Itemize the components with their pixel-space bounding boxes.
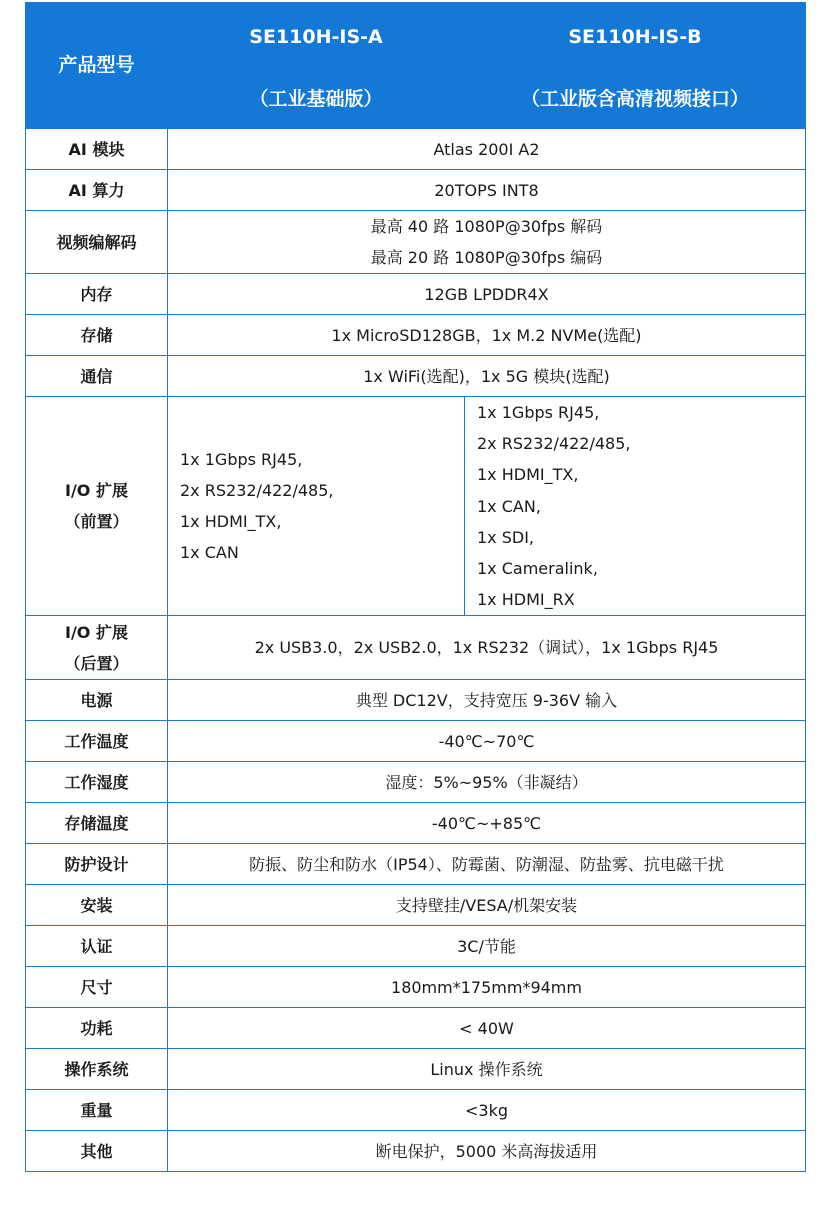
- row-label: 功耗: [26, 1008, 168, 1049]
- io-item: 2x RS232/422/485,: [477, 434, 631, 454]
- row-label: 尺寸: [26, 967, 168, 1008]
- row-value: [168, 211, 806, 274]
- row-label: 认证: [26, 926, 168, 967]
- spec-row: [26, 680, 806, 721]
- io-item: 1x CAN,: [477, 496, 541, 516]
- row-value: 典型 DC12V，支持宽压 9-36V 输入: [168, 680, 806, 721]
- row-label: 通信: [26, 356, 168, 397]
- io-item: 1x Cameralink,: [477, 559, 598, 579]
- row-label-line: I/O 扩展: [65, 622, 128, 642]
- row-label-line: I/O 扩展: [65, 481, 128, 501]
- io-item: 1x HDMI_TX,: [180, 512, 282, 532]
- row-value: 防振、防尘和防水（IP54）、防霉菌、防潮湿、防盐雾、抗电磁干扰: [168, 844, 806, 885]
- spec-table: [25, 2, 806, 1172]
- row-label: AI 模块: [26, 129, 168, 170]
- row-label-line: （后置）: [64, 653, 129, 673]
- row-value: 1x WiFi(选配)，1x 5G 模块(选配): [168, 356, 806, 397]
- row-value: 支持壁挂/VESA/机架安装: [168, 885, 806, 926]
- row-value: -40℃~70℃: [168, 721, 806, 762]
- row-label: 存储温度: [26, 803, 168, 844]
- row-value-line: 最高 40 路 1080P@30fps 解码: [370, 217, 603, 236]
- spec-row: [26, 170, 806, 211]
- row-value-line: 最高 20 路 1080P@30fps 编码: [370, 248, 603, 267]
- row-label: 安装: [26, 885, 168, 926]
- spec-row: [26, 315, 806, 356]
- model-a-header: [168, 3, 465, 129]
- row-label: [26, 616, 168, 680]
- row-label: 视频编解码: [26, 211, 168, 274]
- io-item: 1x 1Gbps RJ45,: [180, 449, 303, 469]
- io-item: 1x SDI,: [477, 527, 535, 547]
- row-value: -40℃~+85℃: [168, 803, 806, 844]
- row-value: Linux 操作系统: [168, 1049, 806, 1090]
- row-value: 20TOPS INT8: [168, 170, 806, 211]
- row-label: 操作系统: [26, 1049, 168, 1090]
- io-front-model-b: [465, 397, 806, 616]
- spec-row: [26, 356, 806, 397]
- io-item: 1x HDMI_RX: [477, 590, 575, 610]
- row-label: 防护设计: [26, 844, 168, 885]
- io-item: 1x 1Gbps RJ45,: [477, 403, 600, 422]
- model-b-edition: （工业版含高清视频接口）: [520, 88, 749, 110]
- model-b-name: SE110H-IS-B: [568, 26, 702, 48]
- row-value: 湿度：5%~95%（非凝结）: [168, 762, 806, 803]
- io-front-model-a: [168, 397, 465, 616]
- spec-row: [26, 803, 806, 844]
- io-front-row: [26, 397, 806, 616]
- row-value: <3kg: [168, 1090, 806, 1131]
- spec-row: [26, 967, 806, 1008]
- spec-row: [26, 1008, 806, 1049]
- row-label: 内存: [26, 274, 168, 315]
- model-b-header: [465, 3, 806, 129]
- row-value: 180mm*175mm*94mm: [168, 967, 806, 1008]
- io-rear-row: [26, 616, 806, 680]
- spec-row: [26, 721, 806, 762]
- spec-row: [26, 211, 806, 274]
- row-value: < 40W: [168, 1008, 806, 1049]
- row-label-line: （前置）: [64, 512, 129, 532]
- row-label: 电源: [26, 680, 168, 721]
- spec-row: [26, 762, 806, 803]
- row-label: [26, 397, 168, 616]
- row-value: 1x MicroSD128GB，1x M.2 NVMe(选配): [168, 315, 806, 356]
- spec-row: [26, 274, 806, 315]
- row-label: 工作湿度: [26, 762, 168, 803]
- row-label: 工作温度: [26, 721, 168, 762]
- header-row: [26, 3, 806, 129]
- row-value: 2x USB3.0，2x USB2.0，1x RS232（调试），1x 1Gbps RJ45: [168, 616, 806, 680]
- io-item: 2x RS232/422/485,: [180, 481, 334, 500]
- spec-row: [26, 1090, 806, 1131]
- row-label: 重量: [26, 1090, 168, 1131]
- spec-row: [26, 1131, 806, 1172]
- io-item: 1x CAN: [180, 543, 239, 563]
- model-a-edition: （工业基础版）: [249, 88, 383, 110]
- row-value: Atlas 200I A2: [168, 129, 806, 170]
- row-value: 断电保护，5000 米高海拔适用: [168, 1131, 806, 1172]
- spec-row: [26, 844, 806, 885]
- io-item: 1x HDMI_TX,: [477, 465, 579, 485]
- product-model-label: 产品型号: [26, 3, 168, 129]
- row-label: AI 算力: [26, 170, 168, 211]
- model-a-name: SE110H-IS-A: [249, 26, 383, 48]
- row-value: 12GB LPDDR4X: [168, 274, 806, 315]
- spec-row: [26, 926, 806, 967]
- spec-row: [26, 129, 806, 170]
- row-value: 3C/节能: [168, 926, 806, 967]
- row-label: 存储: [26, 315, 168, 356]
- row-label: 其他: [26, 1131, 168, 1172]
- spec-row: [26, 1049, 806, 1090]
- spec-row: [26, 885, 806, 926]
